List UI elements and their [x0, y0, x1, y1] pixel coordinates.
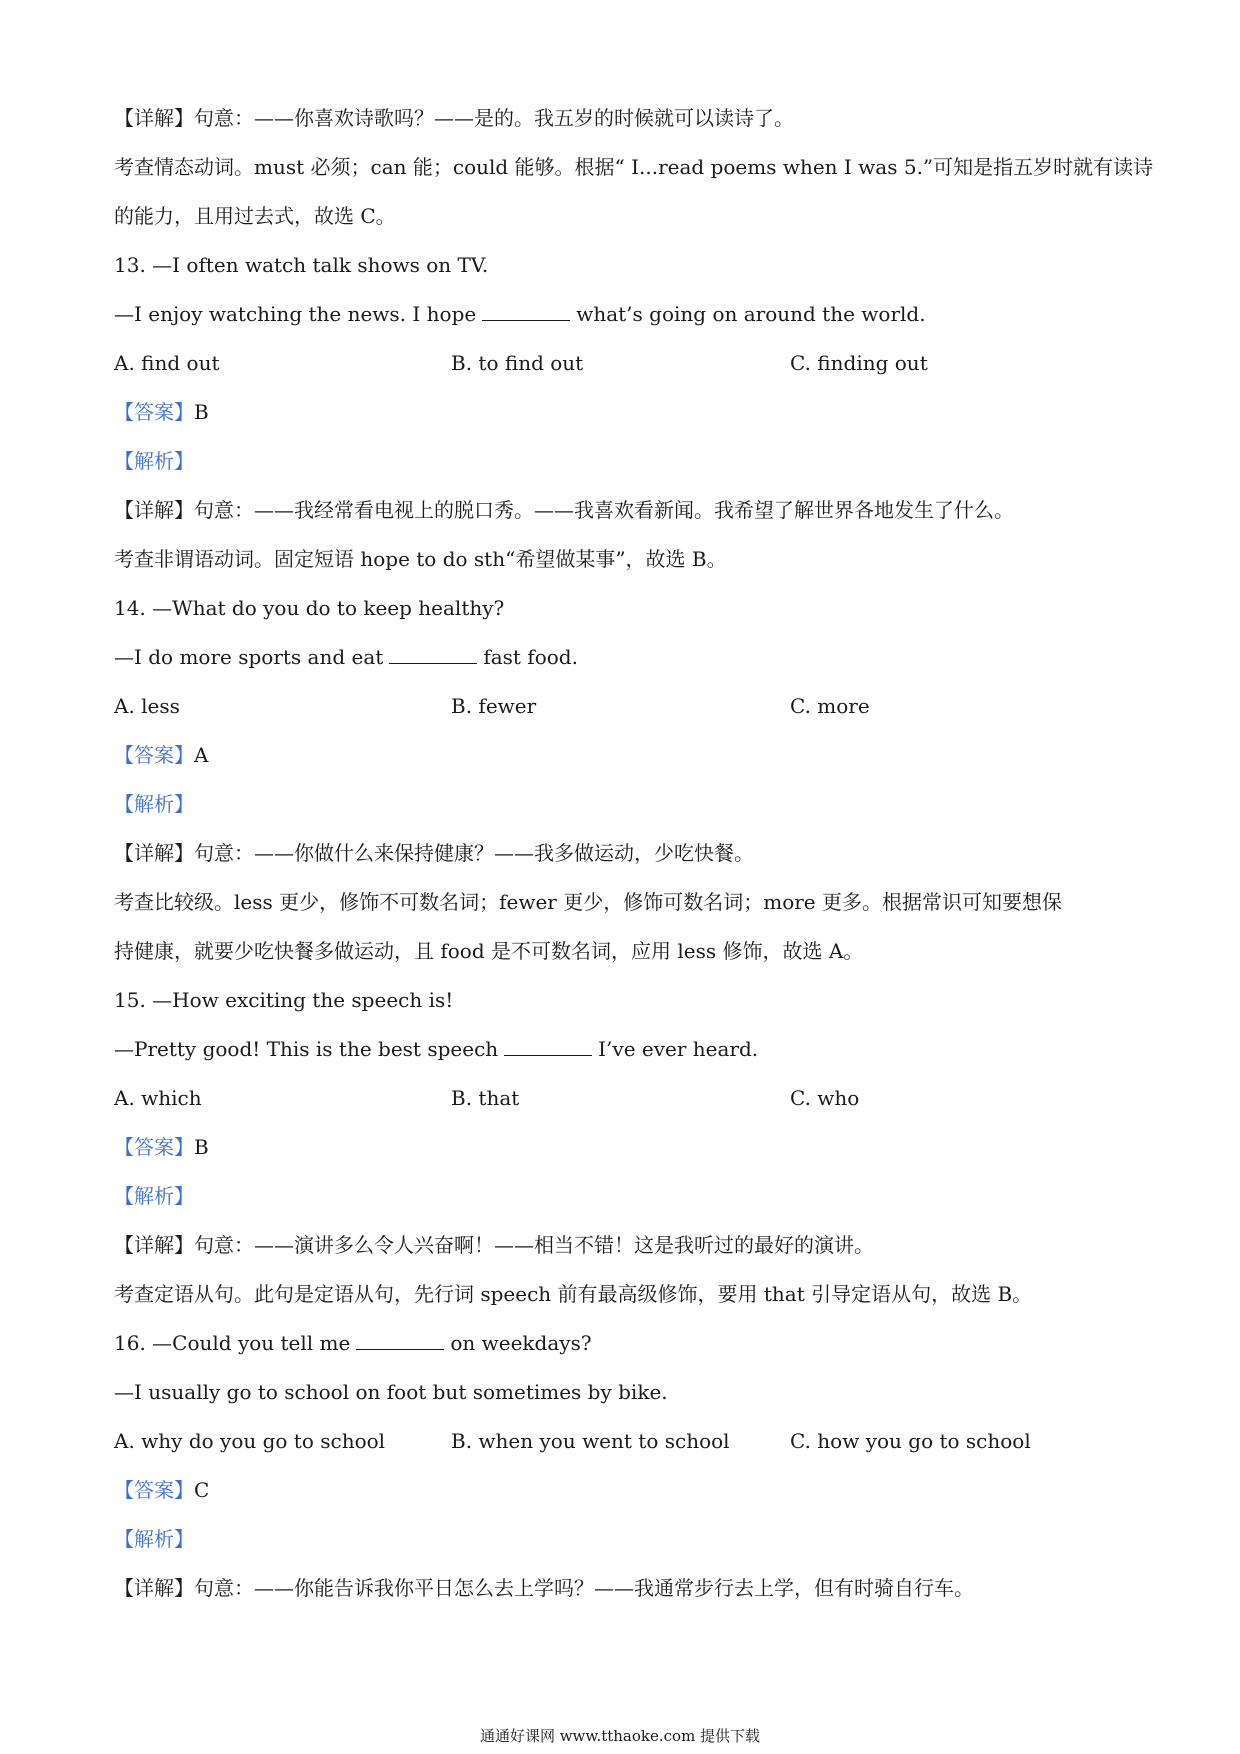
q16-jiexi-label: 【解析】 — [114, 1527, 194, 1551]
q14-detail: 【详解】句意：——你做什么来保持健康？——我多做运动，少吃快餐。 — [114, 841, 754, 865]
q13-line2: —I enjoy watching the news. I hope what’s going on around the world. — [114, 302, 926, 326]
q15-line2: —Pretty good! This is the best speech I’ve ever heard. — [114, 1037, 759, 1061]
q14-stem: 14. —What do you do to keep healthy? — [114, 596, 505, 620]
page-footer: 通通好课网 www.tthaoke.com 提供下载 — [479, 1727, 761, 1745]
q15-answer: 【答案】B — [114, 1135, 209, 1159]
answer-blank — [356, 1331, 444, 1350]
q13-answer: 【答案】B — [114, 400, 209, 424]
q14-answer: 【答案】A — [114, 743, 209, 767]
q15-stem: 15. —How exciting the speech is! — [114, 988, 454, 1012]
answer-blank — [389, 645, 477, 664]
q14-analysis-line-2: 持健康，就要少吃快餐多做运动，且 food 是不可数名词，应用 less 修饰，故选 A。 — [114, 939, 864, 963]
detail-label: 【详解】 — [114, 1233, 194, 1257]
q12-analysis-line-2: 的能力，且用过去式，故选 C。 — [114, 204, 396, 228]
q15-jiexi-label: 【解析】 — [114, 1184, 194, 1208]
q13-option-a: A. find out — [114, 351, 220, 375]
q13-jiexi-label: 【解析】 — [114, 449, 194, 473]
q15-option-b: B. that — [451, 1086, 520, 1110]
q13-analysis: 考查非谓语动词。固定短语 hope to do sth“希望做某事”，故选 B。 — [114, 547, 727, 571]
q16-line2: —I usually go to school on foot but sometimes by bike. — [114, 1380, 668, 1404]
q15-detail: 【详解】句意：——演讲多么令人兴奋啊！——相当不错！这是我听过的最好的演讲。 — [114, 1233, 874, 1257]
q14-option-a: A. less — [114, 694, 180, 718]
q12-analysis-line-1: 考查情态动词。must 必须；can 能；could 能够。根据“ I...read poems when I was 5.”可知是指五岁时就有读诗 — [114, 155, 1154, 179]
q16-option-c: C. how you go to school — [790, 1429, 1031, 1453]
q16-option-b: B. when you went to school — [451, 1429, 730, 1453]
answer-label: 【答案】 — [114, 1478, 194, 1502]
q15-analysis: 考查定语从句。此句是定语从句，先行词 speech 前有最高级修饰，要用 that 引导定语从句，故选 B。 — [114, 1282, 1033, 1306]
q16-answer: 【答案】C — [114, 1478, 210, 1502]
answer-blank — [504, 1037, 592, 1056]
q15-option-a: A. which — [114, 1086, 202, 1110]
q15-option-c: C. who — [790, 1086, 860, 1110]
q16-stem: 16. —Could you tell me on weekdays? — [114, 1331, 592, 1355]
q14-jiexi-label: 【解析】 — [114, 792, 194, 816]
q14-analysis-line-1: 考查比较级。less 更少，修饰不可数名词；fewer 更少，修饰可数名词；more 更多。根据常识可知要想保 — [114, 890, 1062, 914]
q14-option-c: C. more — [790, 694, 870, 718]
q13-option-c: C. finding out — [790, 351, 928, 375]
q16-detail: 【详解】句意：——你能告诉我你平日怎么去上学吗？——我通常步行去上学，但有时骑自行车。 — [114, 1576, 974, 1600]
q16-option-a: A. why do you go to school — [114, 1429, 386, 1453]
q14-option-b: B. fewer — [451, 694, 537, 718]
detail-label: 【详解】 — [114, 106, 194, 130]
answer-label: 【答案】 — [114, 1135, 194, 1159]
detail-label: 【详解】 — [114, 1576, 194, 1600]
q12-detail: 【详解】句意：——你喜欢诗歌吗？——是的。我五岁的时候就可以读诗了。 — [114, 106, 794, 130]
detail-label: 【详解】 — [114, 841, 194, 865]
detail-label: 【详解】 — [114, 498, 194, 522]
answer-blank — [482, 302, 570, 321]
answer-label: 【答案】 — [114, 400, 194, 424]
answer-label: 【答案】 — [114, 743, 194, 767]
q13-option-b: B. to find out — [451, 351, 584, 375]
q13-stem: 13. —I often watch talk shows on TV. — [114, 253, 489, 277]
q14-line2: —I do more sports and eat fast food. — [114, 645, 578, 669]
q13-detail: 【详解】句意：——我经常看电视上的脱口秀。——我喜欢看新闻。我希望了解世界各地发生了什么。 — [114, 498, 1014, 522]
